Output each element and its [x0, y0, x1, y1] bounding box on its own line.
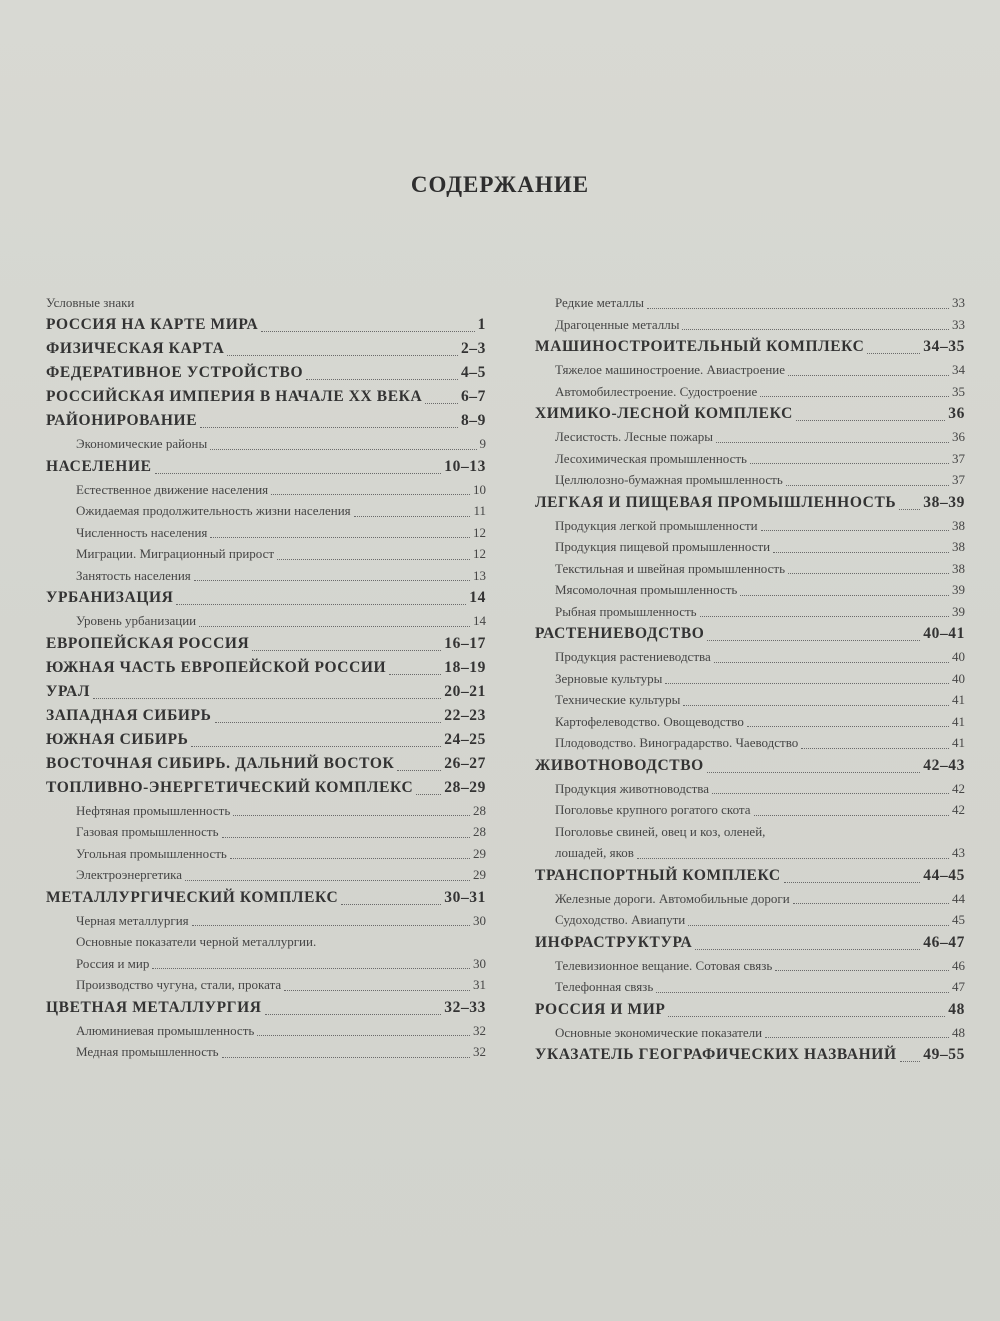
- entry-label: РОССИЯ НА КАРТЕ МИРА: [46, 316, 259, 333]
- contents-subsection-entry: [535, 292, 965, 314]
- entry-label: Лесохимическая промышленность: [555, 450, 747, 466]
- contents-subsection-entry: [46, 821, 486, 843]
- contents-subsection-entry: [535, 799, 965, 821]
- entry-page-number: 29: [473, 867, 486, 882]
- contents-section-entry: [46, 886, 486, 910]
- entry-page-number: 34: [952, 362, 965, 377]
- dot-leader: [222, 1057, 470, 1058]
- contents-section-entry: [46, 728, 486, 752]
- dot-leader: [257, 1035, 470, 1036]
- dot-leader: [230, 858, 470, 859]
- entry-page-number: 42: [952, 780, 965, 796]
- dot-leader: [665, 683, 949, 684]
- entry-page-number: 43: [952, 845, 965, 860]
- dot-leader: [786, 485, 949, 486]
- contents-subsection-entry: [535, 558, 965, 580]
- contents-subsection-entry: [46, 864, 486, 886]
- contents-subsection-entry: [46, 931, 486, 953]
- entry-page-number: 48: [948, 1000, 965, 1018]
- dot-leader: [637, 858, 949, 859]
- entry-label: Технические культуры: [555, 692, 681, 707]
- entry-page-number: 1: [477, 316, 486, 333]
- entry-label: РАЙОНИРОВАНИЕ: [46, 412, 198, 429]
- contents-section-entry: [535, 335, 965, 359]
- contents-section-entry: [535, 754, 965, 778]
- contents-subsection-entry: [535, 689, 965, 711]
- entry-label: Плодоводство. Виноградарство. Чаеводство: [555, 735, 799, 750]
- entry-page-number: 39: [952, 582, 965, 597]
- contents-section-entry: [535, 402, 965, 426]
- entry-page-number: 29: [473, 845, 486, 861]
- contents-subsection-entry: [46, 800, 486, 822]
- dot-leader: [425, 403, 458, 404]
- dot-leader: [714, 662, 949, 663]
- entry-page-number: 34–35: [923, 338, 965, 355]
- dot-leader: [695, 949, 920, 950]
- dot-leader: [707, 640, 920, 641]
- contents-subsection-entry: [46, 974, 486, 996]
- entry-page-number: 10–13: [444, 457, 486, 475]
- dot-leader: [747, 726, 949, 727]
- entry-page-number: 20–21: [444, 682, 486, 700]
- entry-page-number: 48: [952, 1024, 965, 1040]
- entry-label: Зерновые культуры: [555, 670, 663, 686]
- dot-leader: [793, 903, 949, 904]
- dot-leader: [784, 882, 921, 883]
- contents-section-entry: [535, 1043, 965, 1067]
- contents-section-entry: [535, 622, 965, 646]
- contents-subsection-entry: [535, 955, 965, 977]
- entry-label: Тяжелое машиностроение. Авиастроение: [555, 362, 786, 377]
- contents-section-entry: [46, 337, 486, 361]
- dot-leader: [306, 379, 458, 380]
- entry-page-number: 35: [952, 383, 965, 399]
- entry-label: Газовая промышленность: [76, 824, 219, 839]
- dot-leader: [700, 616, 949, 617]
- contents-section-entry: [46, 361, 486, 385]
- entry-label: Угольная промышленность: [76, 845, 227, 861]
- entry-label: Электроэнергетика: [76, 867, 183, 882]
- contents-section-entry: [535, 864, 965, 888]
- entry-label: Продукция растениеводства: [555, 649, 711, 664]
- entry-label: Алюминиевая промышленность: [76, 1022, 255, 1038]
- contents-subsection-entry: [46, 292, 486, 313]
- entry-label: Телефонная связь: [555, 979, 654, 994]
- entry-label: Автомобилестроение. Судостроение: [555, 383, 758, 399]
- contents-section-entry: [535, 491, 965, 515]
- entry-page-number: 12: [473, 546, 486, 561]
- contents-subsection-entry: [535, 515, 965, 537]
- contents-subsection-entry: [46, 433, 486, 455]
- entry-label: ХИМИКО-ЛЕСНОЙ КОМПЛЕКС: [535, 405, 793, 422]
- dot-leader: [397, 770, 441, 771]
- dot-leader: [765, 1037, 949, 1038]
- entry-page-number: 8–9: [460, 412, 486, 429]
- dot-leader: [185, 880, 470, 881]
- contents-subsection-entry: [535, 888, 965, 910]
- contents-section-entry: [46, 656, 486, 680]
- entry-label: Нефтяная промышленность: [76, 802, 231, 818]
- dot-leader: [899, 509, 920, 510]
- entry-label: Ожидаемая продолжительность жизни населения: [76, 503, 351, 518]
- dot-leader: [389, 674, 441, 675]
- contents-section-entry: [46, 409, 486, 433]
- entry-label: Продукция животноводства: [555, 780, 710, 796]
- contents-subsection-entry: [535, 314, 965, 336]
- entry-label: Условные знаки: [46, 295, 135, 310]
- contents-subsection-entry: [46, 565, 486, 587]
- dot-leader: [740, 595, 949, 596]
- entry-page-number: 12: [473, 524, 486, 540]
- dot-leader: [750, 463, 949, 464]
- dot-leader: [867, 353, 920, 354]
- entry-page-number: 18–19: [444, 658, 486, 676]
- entry-label: Медная промышленность: [76, 1044, 219, 1059]
- entry-page-number: 11: [473, 503, 486, 518]
- entry-label: ИНФРАСТРУКТУРА: [535, 933, 693, 951]
- contents-subsection-entry: [535, 536, 965, 558]
- entry-page-number: 41: [952, 692, 965, 707]
- entry-label: ЛЕГКАЯ И ПИЩЕВАЯ ПРОМЫШЛЕННОСТЬ: [535, 493, 897, 511]
- entry-page-number: 38: [952, 560, 965, 576]
- entry-label: ТРАНСПОРТНЫЙ КОМПЛЕКС: [535, 866, 781, 884]
- entry-label: Экономические районы: [76, 436, 208, 451]
- entry-page-number: 37: [952, 472, 965, 487]
- dot-leader: [801, 748, 949, 749]
- dot-leader: [194, 580, 470, 581]
- contents-subsection-entry: [535, 359, 965, 381]
- contents-section-entry: [46, 776, 486, 800]
- dot-leader: [200, 427, 458, 428]
- entry-label: Миграции. Миграционный прирост: [76, 546, 275, 561]
- dot-leader: [773, 552, 949, 553]
- entry-page-number: 40–41: [923, 625, 965, 642]
- contents-section-entry: [46, 455, 486, 479]
- dot-leader: [210, 537, 470, 538]
- entry-label: Поголовье крупного рогатого скота: [555, 802, 751, 817]
- dot-leader: [277, 559, 470, 560]
- entry-label: Занятость населения: [76, 567, 191, 583]
- entry-label: ЮЖНАЯ СИБИРЬ: [46, 730, 189, 748]
- entry-page-number: 32: [473, 1022, 486, 1038]
- contents-section-entry: [46, 313, 486, 337]
- entry-page-number: 39: [952, 603, 965, 619]
- contents-section-entry: [46, 680, 486, 704]
- contents-subsection-entry: [46, 522, 486, 544]
- entry-label: РАСТЕНИЕВОДСТВО: [535, 625, 705, 642]
- entry-label: Картофелеводство. Овощеводство: [555, 713, 744, 729]
- dot-leader: [416, 794, 441, 795]
- entry-label: Продукция легкой промышленности: [555, 517, 758, 533]
- entry-label: ЗАПАДНАЯ СИБИРЬ: [46, 706, 212, 724]
- entry-page-number: 28: [473, 802, 486, 818]
- entry-label: Телевизионное вещание. Сотовая связь: [555, 957, 773, 973]
- entry-page-number: 40: [952, 670, 965, 686]
- entry-label: Судоходство. Авиапути: [555, 912, 686, 927]
- entry-page-number: 46: [952, 957, 965, 973]
- dot-leader: [191, 746, 441, 747]
- contents-subsection-entry: [535, 842, 965, 864]
- entry-page-number: 46–47: [923, 933, 965, 951]
- contents-subsection-entry: [46, 843, 486, 865]
- dot-leader: [900, 1061, 921, 1062]
- entry-page-number: 28: [473, 824, 486, 839]
- contents-section-entry: [46, 996, 486, 1020]
- dot-leader: [682, 329, 949, 330]
- dot-leader: [647, 308, 949, 309]
- contents-subsection-entry: [535, 1022, 965, 1044]
- contents-section-entry: [46, 385, 486, 409]
- entry-label: Мясомолочная промышленность: [555, 582, 738, 597]
- entry-label: Основные экономические показатели: [555, 1024, 763, 1040]
- dot-leader: [152, 968, 470, 969]
- dot-leader: [775, 970, 949, 971]
- dot-leader: [341, 904, 441, 905]
- contents-subsection-entry: [46, 610, 486, 632]
- entry-label: Численность населения: [76, 524, 208, 540]
- contents-subsection-entry: [535, 448, 965, 470]
- entry-page-number: 47: [952, 979, 965, 994]
- dot-leader: [788, 375, 949, 376]
- entry-page-number: 40: [952, 649, 965, 664]
- entry-label: МЕТАЛЛУРГИЧЕСКИЙ КОМПЛЕКС: [46, 888, 339, 906]
- entry-label: ЖИВОТНОВОДСТВО: [535, 756, 704, 774]
- contents-section-entry: [46, 752, 486, 776]
- entry-page-number: 30: [473, 955, 486, 971]
- entry-label: ФИЗИЧЕСКАЯ КАРТА: [46, 340, 225, 357]
- contents-subsection-entry: [535, 469, 965, 491]
- entry-label: Целлюлозно-бумажная промышленность: [555, 472, 783, 487]
- dot-leader: [155, 473, 442, 474]
- contents-subsection-entry: [535, 732, 965, 754]
- contents-subsection-entry: [535, 381, 965, 403]
- entry-label: Лесистость. Лесные пожары: [555, 429, 713, 444]
- dot-leader: [215, 722, 442, 723]
- entry-page-number: 38: [952, 539, 965, 554]
- contents-subsection-entry: [535, 778, 965, 800]
- dot-leader: [210, 449, 476, 450]
- contents-subsection-entry: [535, 711, 965, 733]
- entry-label: ТОПЛИВНО-ЭНЕРГЕТИЧЕСКИЙ КОМПЛЕКС: [46, 778, 414, 796]
- entry-label: ФЕДЕРАТИВНОЕ УСТРОЙСТВО: [46, 364, 304, 381]
- entry-page-number: 44: [952, 890, 965, 906]
- entry-label: Основные показатели черной металлургии.: [76, 934, 317, 949]
- dot-leader: [760, 396, 949, 397]
- contents-subsection-entry: [46, 953, 486, 975]
- contents-section-entry: [535, 998, 965, 1022]
- entry-page-number: 6–7: [460, 388, 486, 405]
- contents-subsection-entry: [46, 500, 486, 522]
- entry-page-number: 13: [473, 567, 486, 583]
- entry-page-number: 31: [473, 977, 486, 992]
- entry-label: Уровень урбанизации: [76, 613, 197, 628]
- dot-leader: [707, 772, 920, 773]
- entry-page-number: 14: [469, 589, 486, 606]
- entry-page-number: 26–27: [444, 754, 486, 772]
- entry-label: Рыбная промышленность: [555, 603, 697, 619]
- dot-leader: [176, 604, 466, 605]
- entry-page-number: 28–29: [444, 778, 486, 796]
- entry-page-number: 41: [952, 713, 965, 729]
- entry-page-number: 14: [473, 613, 486, 628]
- entry-page-number: 36: [952, 429, 965, 444]
- contents-subsection-entry: [535, 601, 965, 623]
- entry-page-number: 33: [952, 295, 965, 310]
- entry-label: Драгоценные металлы: [555, 316, 680, 332]
- page-title: СОДЕРЖАНИЕ: [410, 172, 590, 197]
- dot-leader: [683, 705, 949, 706]
- dot-leader: [284, 990, 470, 991]
- entry-label: УРАЛ: [46, 682, 91, 700]
- dot-leader: [271, 494, 470, 495]
- dot-leader: [716, 442, 949, 443]
- dot-leader: [668, 1016, 945, 1017]
- entry-page-number: 33: [952, 316, 965, 332]
- dot-leader: [227, 355, 457, 356]
- entry-page-number: 42–43: [923, 756, 965, 774]
- entry-label: лошадей, яков: [555, 845, 634, 860]
- dot-leader: [93, 698, 441, 699]
- contents-subsection-entry: [46, 1041, 486, 1063]
- entry-page-number: 45: [952, 912, 965, 927]
- contents-subsection-entry: [535, 976, 965, 998]
- entry-label: УКАЗАТЕЛЬ ГЕОГРАФИЧЕСКИХ НАЗВАНИЙ: [535, 1046, 897, 1063]
- entry-page-number: 32–33: [444, 998, 486, 1016]
- entry-label: РОССИЯ И МИР: [535, 1000, 666, 1018]
- dot-leader: [656, 992, 949, 993]
- entry-label: Россия и мир: [76, 955, 150, 971]
- entry-label: ВОСТОЧНАЯ СИБИРЬ. ДАЛЬНИЙ ВОСТОК: [46, 754, 395, 772]
- dot-leader: [261, 331, 474, 332]
- entry-label: Железные дороги. Автомобильные дороги: [555, 890, 790, 906]
- entry-label: Производство чугуна, стали, проката: [76, 977, 282, 992]
- entry-page-number: 44–45: [923, 866, 965, 884]
- dot-leader: [265, 1014, 442, 1015]
- entry-page-number: 32: [473, 1044, 486, 1059]
- dot-leader: [233, 815, 470, 816]
- entry-page-number: 22–23: [444, 706, 486, 724]
- contents-subsection-entry: [535, 668, 965, 690]
- contents-subsection-entry: [535, 579, 965, 601]
- entry-page-number: 16–17: [444, 634, 486, 652]
- dot-leader: [688, 925, 949, 926]
- entry-label: РОССИЙСКАЯ ИМПЕРИЯ В НАЧАЛЕ XX ВЕКА: [46, 388, 423, 405]
- entry-page-number: 42: [952, 802, 965, 817]
- entry-page-number: 41: [952, 735, 965, 750]
- entry-label: НАСЕЛЕНИЕ: [46, 457, 152, 475]
- entry-label: ЕВРОПЕЙСКАЯ РОССИЯ: [46, 634, 250, 652]
- entry-page-number: 49–55: [923, 1046, 965, 1063]
- entry-page-number: 4–5: [460, 364, 486, 381]
- dot-leader: [712, 793, 949, 794]
- entry-page-number: 30: [473, 912, 486, 928]
- entry-page-number: 30–31: [444, 888, 486, 906]
- contents-subsection-entry: [46, 479, 486, 501]
- contents-left-column: [46, 292, 486, 1063]
- entry-page-number: 2–3: [460, 340, 486, 357]
- contents-subsection-entry: [46, 543, 486, 565]
- contents-subsection-entry: [535, 909, 965, 931]
- entry-label: Черная металлургия: [76, 912, 189, 928]
- entry-label: Естественное движение населения: [76, 481, 269, 497]
- contents-subsection-entry: [535, 821, 965, 843]
- contents-subsection-entry: [46, 1020, 486, 1042]
- contents-subsection-entry: [46, 910, 486, 932]
- entry-page-number: 38–39: [923, 493, 965, 511]
- dot-leader: [252, 650, 441, 651]
- dot-leader: [199, 626, 470, 627]
- entry-label: Редкие металлы: [555, 295, 644, 310]
- entry-label: МАШИНОСТРОИТЕЛЬНЫЙ КОМПЛЕКС: [535, 338, 865, 355]
- entry-page-number: 36: [948, 405, 965, 422]
- contents-section-entry: [46, 632, 486, 656]
- entry-label: Текстильная и швейная промышленность: [555, 560, 786, 576]
- entry-page-number: 38: [952, 517, 965, 533]
- contents-subsection-entry: [535, 646, 965, 668]
- dot-leader: [222, 837, 470, 838]
- contents-section-entry: [46, 704, 486, 728]
- dot-leader: [788, 573, 949, 574]
- contents-right-column: [535, 292, 965, 1067]
- dot-leader: [192, 925, 470, 926]
- dot-leader: [354, 516, 471, 517]
- dot-leader: [796, 420, 945, 421]
- entry-page-number: 24–25: [444, 730, 486, 748]
- entry-label: УРБАНИЗАЦИЯ: [46, 589, 174, 606]
- contents-subsection-entry: [535, 426, 965, 448]
- dot-leader: [754, 815, 949, 816]
- entry-page-number: 9: [479, 436, 486, 451]
- contents-section-entry: [535, 931, 965, 955]
- entry-label: ЮЖНАЯ ЧАСТЬ ЕВРОПЕЙСКОЙ РОССИИ: [46, 658, 387, 676]
- dot-leader: [761, 530, 949, 531]
- entry-page-number: 37: [952, 450, 965, 466]
- contents-section-entry: [46, 586, 486, 610]
- entry-label: Продукция пищевой промышленности: [555, 539, 771, 554]
- entry-label: Поголовье свиней, овец и коз, оленей,: [555, 823, 766, 839]
- entry-page-number: 10: [473, 481, 486, 497]
- entry-label: ЦВЕТНАЯ МЕТАЛЛУРГИЯ: [46, 998, 262, 1016]
